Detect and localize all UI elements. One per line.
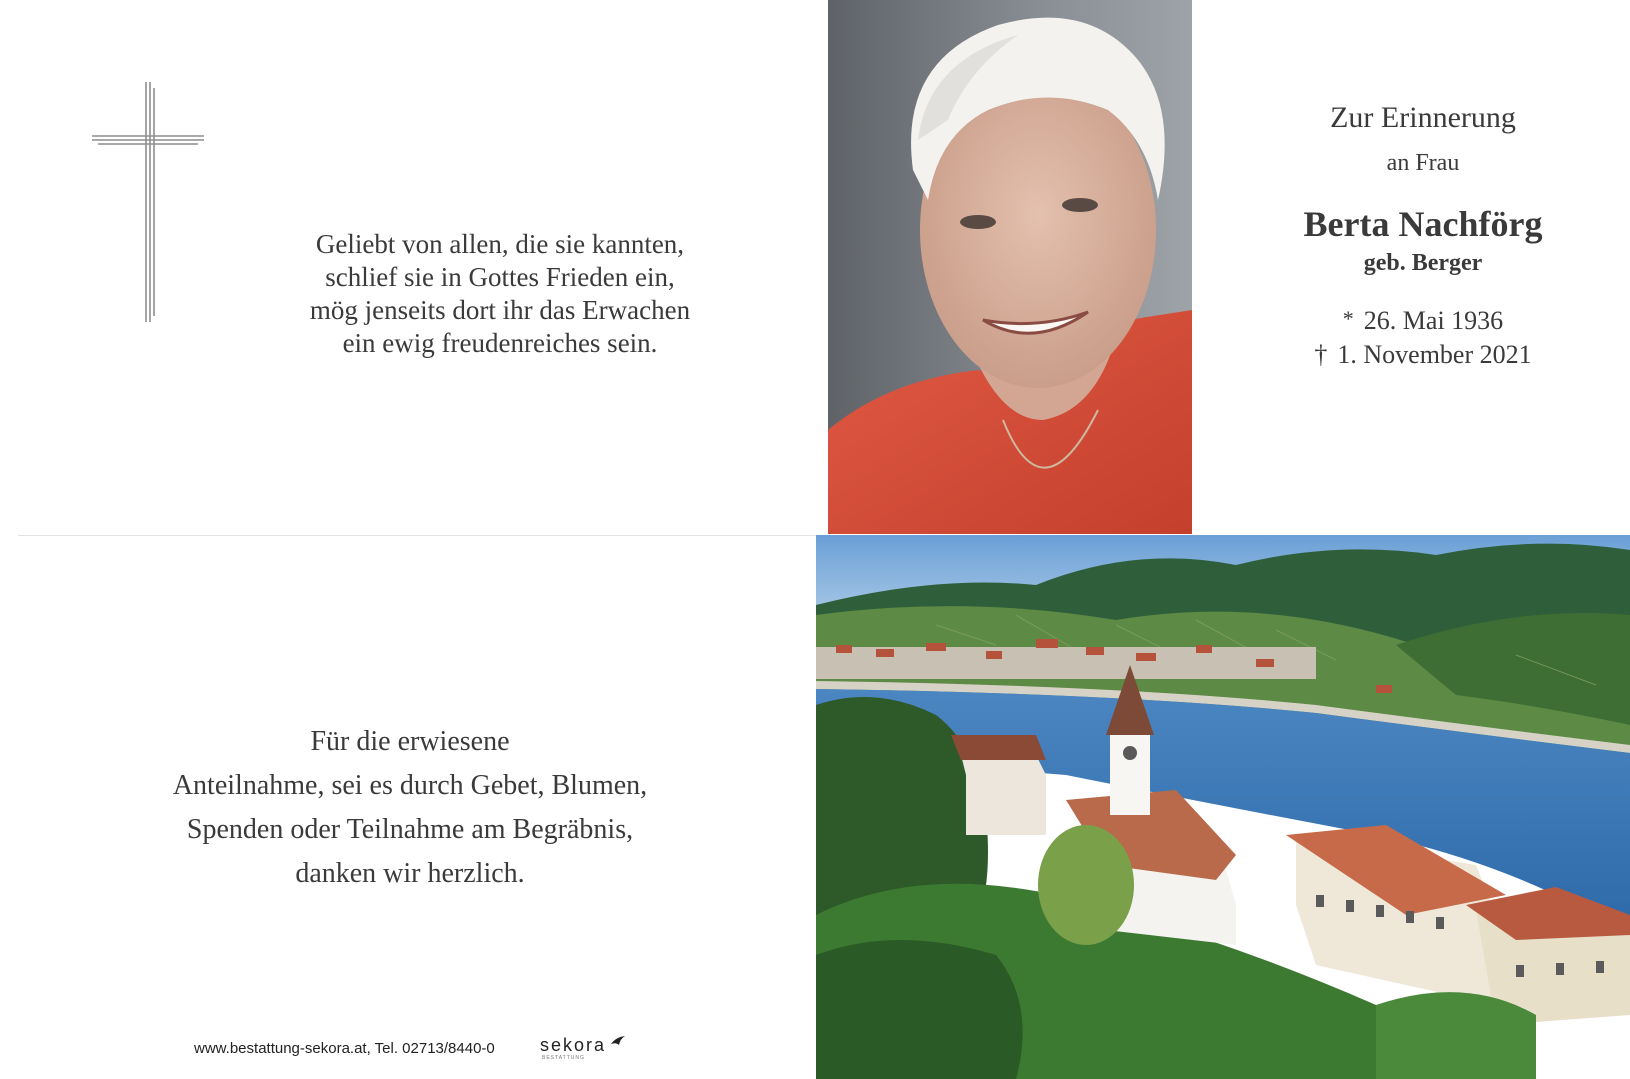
birth-date-line [1216,304,1630,338]
brand-logo [540,1035,626,1061]
bird-icon [610,1035,626,1047]
brand-subtitle: BESTATTUNG [542,1055,585,1061]
maiden-name: geb. Berger [1363,250,1483,276]
death-date: 1. November 2021 [1337,340,1532,369]
poem-line: schlief sie in Gottes Frieden ein, [325,262,675,292]
memorial-title: Zur Erinnerung [1330,101,1516,134]
thanks-line: Für die erwiesene [310,726,510,757]
landscape-photo [816,535,1630,1079]
poem-line: Geliebt von allen, die sie kannten, [315,229,685,259]
salutation: an Frau [1386,150,1460,176]
death-date-line [1216,338,1630,372]
fold-line [18,535,818,536]
thanks-line: Spenden oder Teilnahme am Begräbnis, [186,814,634,845]
birth-date: 26. Mai 1936 [1363,306,1504,335]
birth-star-icon: * [1342,306,1354,331]
memorial-heading [1216,98,1630,372]
footer-contact: www.bestattung-sekora.at, Tel. 02713/8440-0 [194,1040,495,1057]
portrait-photo [828,0,1192,534]
memorial-poem [250,228,750,360]
cross-icon [90,80,206,324]
poem-line: mög jenseits dort ihr das Erwachen [309,295,691,325]
thanks-line: Anteilnahme, sei es durch Gebet, Blumen, [172,770,648,801]
thanks-line: danken wir herzlich. [295,858,525,889]
brand-name: sekora [540,1035,607,1055]
thanks-text [160,720,660,896]
deceased-name: Berta Nachförg [1303,204,1543,244]
death-cross-icon: † [1314,340,1328,369]
poem-line: ein ewig freudenreiches sein. [342,328,658,358]
